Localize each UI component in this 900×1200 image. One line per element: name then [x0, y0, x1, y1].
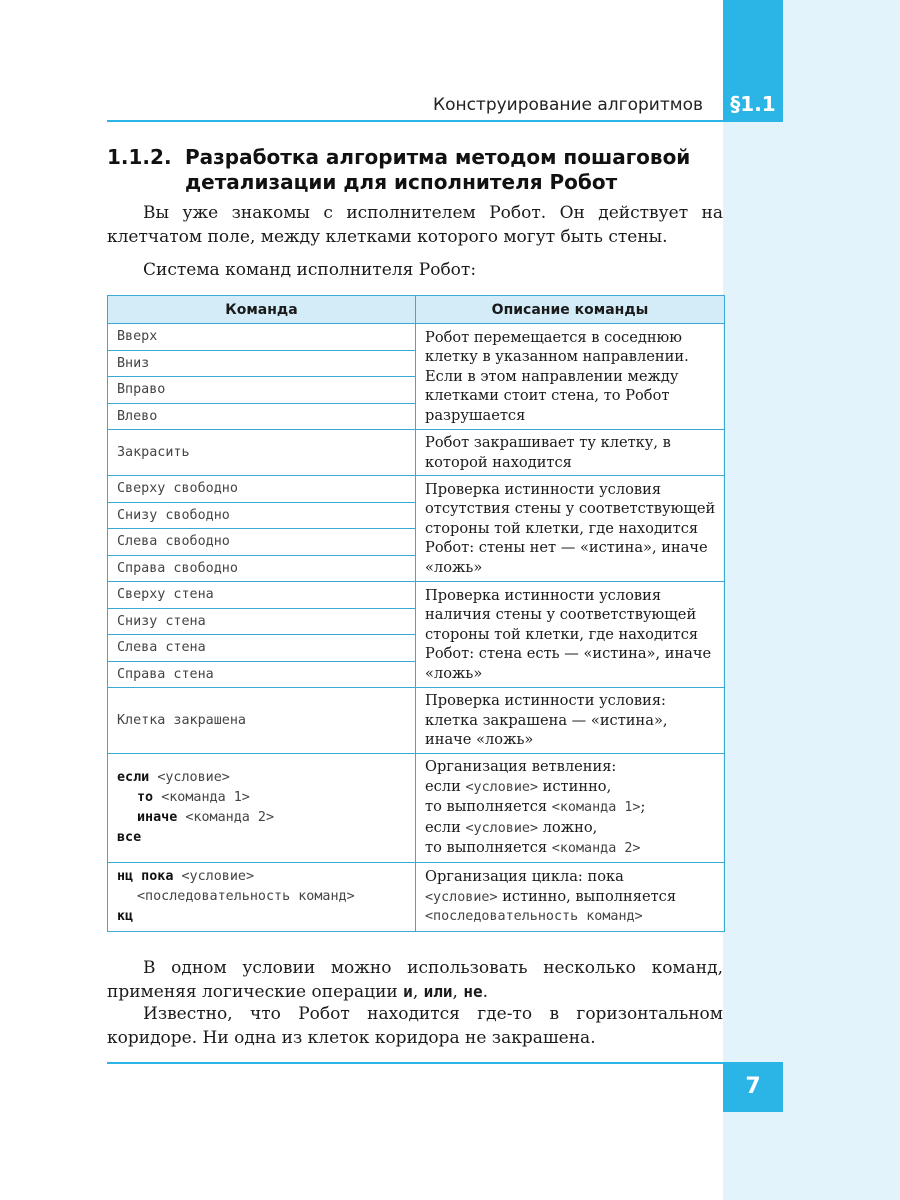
command-cell: Вправо: [108, 377, 416, 404]
command-cell: Вверх: [108, 324, 416, 351]
branch-desc-line: [425, 838, 718, 859]
branch-command-2: <команда 2>: [185, 809, 275, 825]
table-row: [108, 430, 725, 476]
punct: .: [482, 982, 489, 1002]
operations-paragraph: [107, 956, 723, 1004]
running-header: Конструирование алгоритмов: [433, 95, 703, 115]
command-cell: Закрасить: [108, 430, 416, 476]
header-divider: [107, 120, 723, 122]
keyword-else: иначе: [137, 809, 178, 825]
branch-desc-line: Организация ветвления:: [425, 757, 617, 775]
desc-text: то выполняется: [425, 839, 548, 857]
header-description: Описание команды: [416, 296, 725, 324]
desc-text: то выполняется: [425, 798, 548, 816]
description-cell: Робот перемещается в соседнюю клетку в указанном направлении. Если в этом направлении между клетками стоит стена, то Робот разрушается: [416, 324, 725, 430]
desc-code: <команда 1>: [551, 800, 641, 816]
table-row-branch: [108, 753, 725, 862]
punct: ,: [452, 982, 458, 1002]
command-cell: Влево: [108, 403, 416, 430]
branch-desc-line: [425, 777, 718, 798]
table-header-row: [108, 296, 725, 324]
loop-code-cell: [108, 862, 416, 931]
description-cell: Робот закрашивает ту клетку, в которой находится: [416, 430, 725, 476]
command-cell: Справа стена: [108, 661, 416, 688]
section-number: 1.1.2.: [107, 145, 172, 169]
branch-description-cell: [416, 753, 725, 862]
desc-text: истинно,: [542, 777, 612, 795]
loop-description-cell: [416, 862, 725, 931]
keyword-if: если: [117, 769, 150, 785]
desc-text: ложно,: [542, 818, 598, 836]
loop-desc-line: <последовательность команд>: [425, 909, 643, 925]
loop-condition: <условие>: [181, 868, 255, 884]
keyword-loop-while: нц пока: [117, 868, 174, 884]
table-row: [108, 476, 725, 503]
branch-code-cell: [108, 753, 416, 862]
corridor-paragraph: Известно, что Робот находится где-то в горизонтальном коридоре. Ни одна из клеток коридора не закрашена.: [107, 1004, 723, 1048]
table-caption: Система команд исполнителя Робот:: [143, 260, 477, 280]
command-cell: Справа свободно: [108, 555, 416, 582]
loop-desc-line: [425, 887, 718, 908]
command-cell: Снизу стена: [108, 608, 416, 635]
desc-code: <команда 2>: [551, 841, 641, 857]
loop-desc-line: Организация цикла: пока: [425, 868, 624, 886]
branch-desc-line: [425, 818, 718, 839]
punct: ,: [412, 982, 419, 1002]
footer-divider: [107, 1062, 723, 1064]
desc-code: <условие>: [425, 889, 498, 905]
keyword-end-if: все: [117, 829, 142, 845]
desc-text: если: [425, 777, 461, 795]
command-cell: Слева свободно: [108, 529, 416, 556]
table-row-loop: [108, 862, 725, 931]
command-cell: Снизу свободно: [108, 502, 416, 529]
branch-desc-line: [425, 797, 718, 818]
operations-text: В одном условии можно использовать несколько команд, применяя логические операции: [107, 958, 723, 1002]
desc-code: <условие>: [465, 779, 539, 795]
section-title-line2: детализации для исполнителя Робот: [185, 170, 618, 194]
command-cell: Сверху стена: [108, 582, 416, 609]
branch-command-1: <команда 1>: [161, 789, 250, 805]
desc-text: ;: [640, 798, 646, 816]
section-tab: [723, 0, 783, 122]
description-cell: Проверка истинности условия отсутствия стены у соответствующей стороны той клетки, где находится Робот: стены нет — «истина», иначе «ложь»: [416, 476, 725, 582]
keyword-then: то: [137, 789, 154, 805]
table-row: [108, 582, 725, 609]
description-cell: Проверка истинности условия: клетка закрашена — «истина», иначе «ложь»: [416, 688, 725, 754]
op-and: и: [403, 982, 413, 1001]
command-table: [107, 295, 725, 932]
command-cell: Слева стена: [108, 635, 416, 662]
desc-text: истинно, выполняется: [502, 887, 677, 905]
page-number: 7: [723, 1062, 783, 1112]
table-row: [108, 688, 725, 754]
section-tab-label: §1.1: [730, 92, 776, 116]
desc-text: если: [425, 818, 461, 836]
command-cell: Клетка закрашена: [108, 688, 416, 754]
op-or: или: [423, 982, 453, 1001]
command-cell: Вниз: [108, 350, 416, 377]
desc-code: <условие>: [465, 820, 539, 836]
header-command: Команда: [108, 296, 416, 324]
command-cell: Сверху свободно: [108, 476, 416, 503]
branch-condition: <условие>: [157, 769, 230, 785]
keyword-end-loop: кц: [117, 908, 134, 924]
section-title: [107, 145, 717, 195]
loop-body: <последовательность команд>: [137, 888, 355, 904]
description-cell: Проверка истинности условия наличия стены у соответствующей стороны той клетки, где находится Робот: стена есть — «истина», иначе «ложь»: [416, 582, 725, 688]
intro-paragraph: Вы уже знакомы с исполнителем Робот. Он действует на клетчатом поле, между клетками которого могут быть стены.: [107, 203, 723, 247]
op-not: не: [463, 982, 483, 1001]
section-title-line1: Разработка алгоритма методом пошаговой: [185, 145, 691, 169]
table-row: [108, 324, 725, 351]
page-margin-strip: [723, 0, 900, 1200]
